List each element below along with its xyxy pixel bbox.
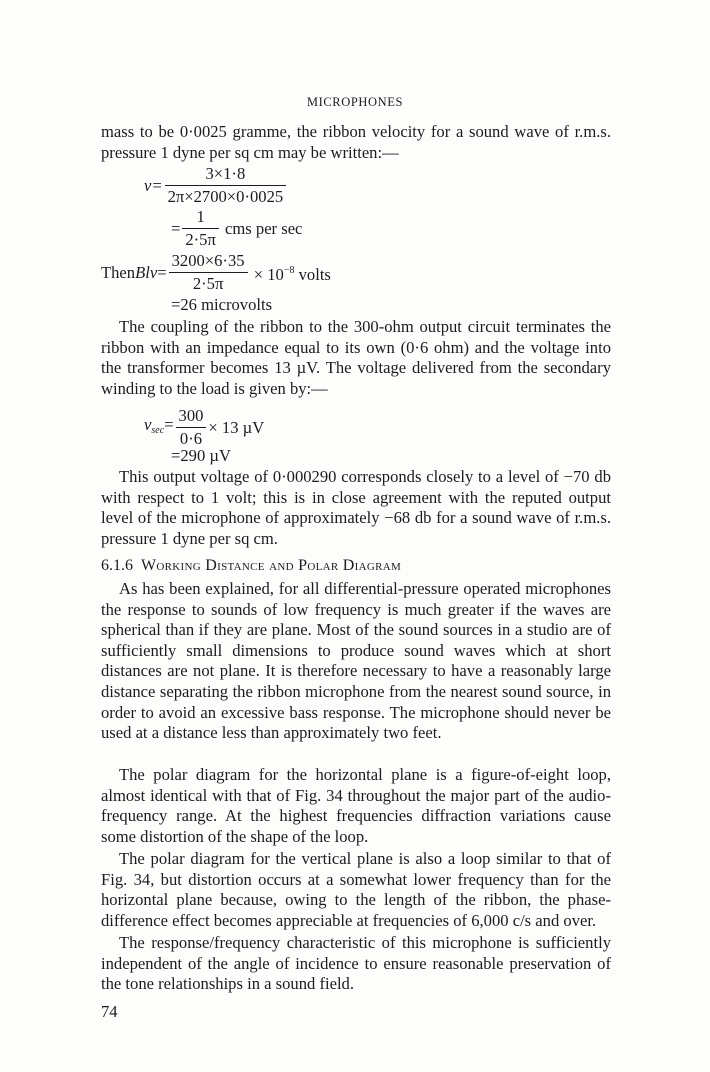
coupling-paragraph: The coupling of the ribbon to the 300-ohm output circuit terminates the ribbon with an impedance equal to its own (0·6 ohm) and the voltage into the transformer becomes 13 µV. The voltage delivered from the secondary winding to the load is given by:— <box>101 317 611 398</box>
equation-fraction <box>169 251 248 294</box>
equation-multiplier <box>254 261 331 285</box>
multiplier-base: × 10 <box>253 264 284 284</box>
fraction-denominator: 2·5π <box>169 272 248 294</box>
equation-equals: = <box>164 414 174 434</box>
explained-paragraph: As has been explained, for all differential-pressure operated microphones the response to sounds of low frequency is much greater if the waves are spherical than if they are plane. Most of the sound sources in a studio are of sufficiently small dimensions to produce sound waves which at short distances are not plane. It is therefore necessary to have a reasonably large distance separating the ribbon microphone from the nearest sound source, in order to avoid an excessive bass response. The microphone should never be used at a distance less than approximately two feet. <box>101 579 611 743</box>
equation-290uv: =290 µV <box>171 446 231 465</box>
response-paragraph: The response/frequency characteristic of this microphone is sufficiently independent of the angle of incidence to ensure reasonable preservation of the tone relationships in a sound field. <box>101 933 611 994</box>
horizontal-polar-paragraph: The polar diagram for the horizontal plane is a figure-of-eight loop, almost identical with that of Fig. 34 throughout the major part of the audio-frequency range. At the highest frequencies diffraction variations cause some distortion of the shape of the loop. <box>101 765 611 846</box>
section-number: 6.1.6 <box>101 557 133 574</box>
lhs-subscript: sec <box>151 424 165 436</box>
equation-unit: volts <box>294 264 331 284</box>
equation-blv <box>101 251 331 294</box>
equation-prefix: Then <box>101 262 136 282</box>
fraction-numerator: 300 <box>178 406 204 425</box>
running-header: MICROPHONES <box>306 95 404 109</box>
equation-vsec <box>144 406 264 449</box>
fraction-denominator: 2·5π <box>182 228 219 250</box>
equation-velocity <box>144 164 288 207</box>
equation-microvolts: =26 microvolts <box>171 295 273 314</box>
equation-equals: = <box>157 262 167 282</box>
equation-lhs: Blv <box>135 262 158 282</box>
fraction-numerator: 3×1·8 <box>205 164 246 183</box>
vertical-polar-paragraph: The polar diagram for the vertical plane is also a loop similar to that of Fig. 34, but distortion occurs at a somewhat lower frequency than for the horizontal plane because, owing to the length of the ribbon, the phase-difference effect becomes appreciable at frequencies of 6,000 c/s and over. <box>101 849 611 930</box>
fraction-numerator: 3200×6·35 <box>171 251 245 270</box>
equation-unit: cms per sec <box>225 218 303 238</box>
fraction-numerator: 1 <box>196 207 205 226</box>
equation-fraction <box>182 207 219 250</box>
equation-lhs: v= <box>144 175 163 195</box>
equation-lhs: = <box>171 218 181 238</box>
fraction-denominator: 0·6 <box>176 427 207 449</box>
equation-velocity-result <box>171 207 302 250</box>
lhs-symbol: v <box>144 414 152 434</box>
section-heading <box>101 557 401 575</box>
multiplier-exponent: −8 <box>283 264 295 276</box>
intro-paragraph: mass to be 0·0025 gramme, the ribbon velocity for a sound wave of r.m.s. pressure 1 dyne per sq cm may be written:— <box>101 122 611 162</box>
equation-rhs: × 13 µV <box>208 417 265 437</box>
section-title: Working Distance and Polar Diagram <box>141 557 402 574</box>
equation-fraction <box>165 164 287 207</box>
output-paragraph: This output voltage of 0·000290 corresponds closely to a level of −70 db with respect to 1 volt; this is in close agreement with the reputed output level of the microphone of approximately −68 db for a sound wave of r.m.s. pressure 1 dyne per sq cm. <box>101 467 611 548</box>
page-number: 74 <box>101 1002 118 1021</box>
equation-lhs <box>144 415 174 441</box>
equation-fraction <box>176 406 207 449</box>
fraction-denominator: 2π×2700×0·0025 <box>165 185 287 207</box>
